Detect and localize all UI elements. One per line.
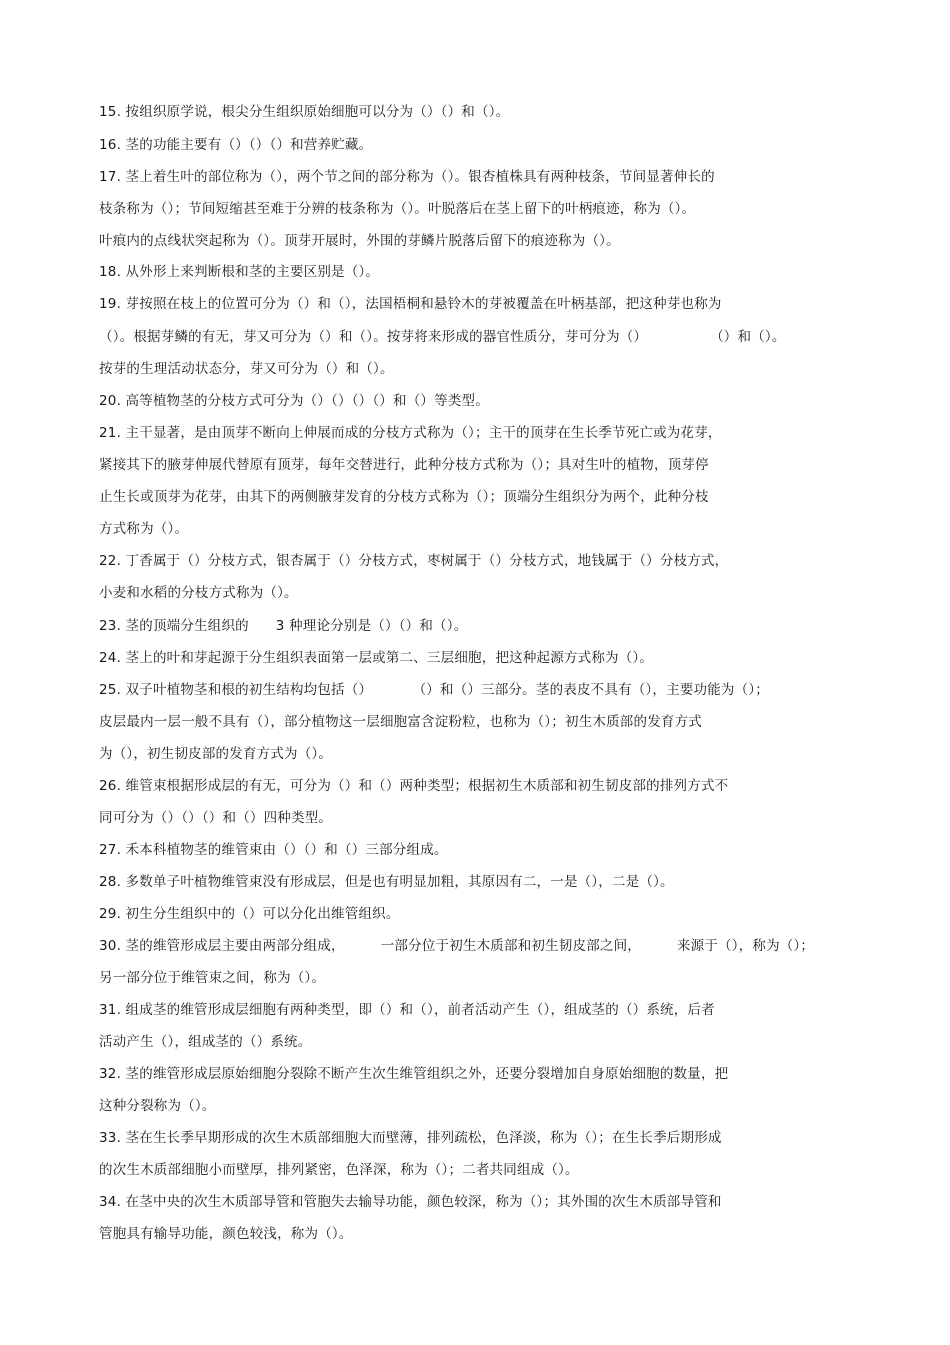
text-line: 叶痕内的点线状突起称为（）。顶芽开展时，外围的芽鳞片脱落后留下的痕迹称为（）。 — [99, 233, 620, 249]
text-line: 30. 茎的维管形成层主要由两部分组成， 一部分位于初生木质部和初生韧皮部之间， 来源于（），称为（）； — [99, 938, 815, 954]
text-line: 同可分为（）（）（）和（）四种类型。 — [99, 810, 333, 826]
text-line: 16. 茎的功能主要有（）（）（）和营养贮藏。 — [99, 137, 373, 153]
text-line: 28. 多数单子叶植物维管束没有形成层，但是也有明显加粗，其原因有二，一是（），二是（）。 — [99, 874, 674, 890]
text-line: 34. 在茎中央的次生木质部导管和管胞失去输导功能，颜色较深，称为（）；其外围的次生木质部导管和 — [99, 1194, 722, 1210]
text-line: 止生长或顶芽为花芽，由其下的两侧腋芽发育的分枝方式称为（）；顶端分生组织分为两个，此种分枝 — [99, 489, 709, 505]
text-line: 17. 茎上着生叶的部位称为（），两个节之间的部分称为（）。银杏植株具有两种枝条，节间显著伸长的 — [99, 169, 715, 185]
text-line: 的次生木质部细胞小而壁厚，排列紧密，色泽深，称为（）；二者共同组成（）。 — [99, 1162, 579, 1178]
text-line: 管胞具有输导功能，颜色较浅，称为（）。 — [99, 1226, 353, 1242]
text-line: 26. 维管束根据形成层的有无，可分为（）和（）两种类型；根据初生木质部和初生韧皮部的排列方式不 — [99, 778, 729, 794]
text-line: 另一部分位于维管束之间，称为（）。 — [99, 970, 326, 986]
text-line: 皮层最内一层一般不具有（），部分植物这一层细胞富含淀粉粒，也称为（）；初生木质部的发育方式 — [99, 714, 702, 730]
text-line: 按芽的生理活动状态分，芽又可分为（）和（）。 — [99, 361, 394, 377]
text-line: 23. 茎的顶端分生组织的 3 种理论分别是（）（）和（）。 — [99, 618, 468, 634]
text-line: 紧接其下的腋芽伸展代替原有顶芽，每年交替进行，此种分枝方式称为（）；具对生叶的植物，顶芽停 — [99, 457, 709, 473]
text-line: 19. 芽按照在枝上的位置可分为（）和（），法国梧桐和悬铃木的芽被覆盖在叶柄基部，把这种芽也称为 — [99, 296, 722, 312]
text-line: 20. 高等植物茎的分枝方式可分为（）（）（）（）和（）等类型。 — [99, 393, 489, 409]
text-line: 33. 茎在生长季早期形成的次生木质部细胞大而壁薄，排列疏松，色泽淡，称为（）；在生长季后期形成 — [99, 1130, 722, 1146]
text-line: 27. 禾本科植物茎的维管束由（）（）和（）三部分组成。 — [99, 842, 448, 858]
text-line: 25. 双子叶植物茎和根的初生结构均包括（） （）和（）三部分。茎的表皮不具有（），主要功能为（）； — [99, 682, 769, 698]
text-line: 22. 丁香属于（）分枝方式，银杏属于（）分枝方式，枣树属于（）分枝方式，地钱属于（）分枝方式， — [99, 553, 729, 569]
text-line: 小麦和水稻的分枝方式称为（）。 — [99, 585, 298, 601]
text-line: 枝条称为（）；节间短缩甚至难于分辨的枝条称为（）。叶脱落后在茎上留下的叶柄痕迹，称为（）。 — [99, 201, 696, 217]
text-line: 这种分裂称为（）。 — [99, 1098, 216, 1114]
text-line: 18. 从外形上来判断根和茎的主要区别是（）。 — [99, 264, 380, 280]
text-line: 15. 按组织原学说，根尖分生组织原始细胞可以分为（）（）和（）。 — [99, 104, 510, 120]
text-line: 29. 初生分生组织中的（）可以分化出维管组织。 — [99, 906, 400, 922]
text-line: 活动产生（），组成茎的（）系统。 — [99, 1034, 312, 1050]
text-line: 方式称为（）。 — [99, 521, 189, 537]
text-line: （）。根据芽鳞的有无，芽又可分为（）和（）。按芽将来形成的器官性质分，芽可分为（） （）和（）。 — [99, 329, 786, 345]
text-line: 21. 主干显著，是由顶芽不断向上伸展而成的分枝方式称为（）；主干的顶芽在生长季节死亡或为花芽， — [99, 425, 722, 441]
text-line: 31. 组成茎的维管形成层细胞有两种类型，即（）和（），前者活动产生（），组成茎的（）系统，后者 — [99, 1002, 715, 1018]
text-line: 32. 茎的维管形成层原始细胞分裂除不断产生次生维管组织之外，还要分裂增加自身原始细胞的数量，把 — [99, 1066, 729, 1082]
text-line: 24. 茎上的叶和芽起源于分生组织表面第一层或第二、三层细胞，把这种起源方式称为（）。 — [99, 650, 654, 666]
text-line: 为（），初生韧皮部的发育方式为（）。 — [99, 746, 333, 762]
